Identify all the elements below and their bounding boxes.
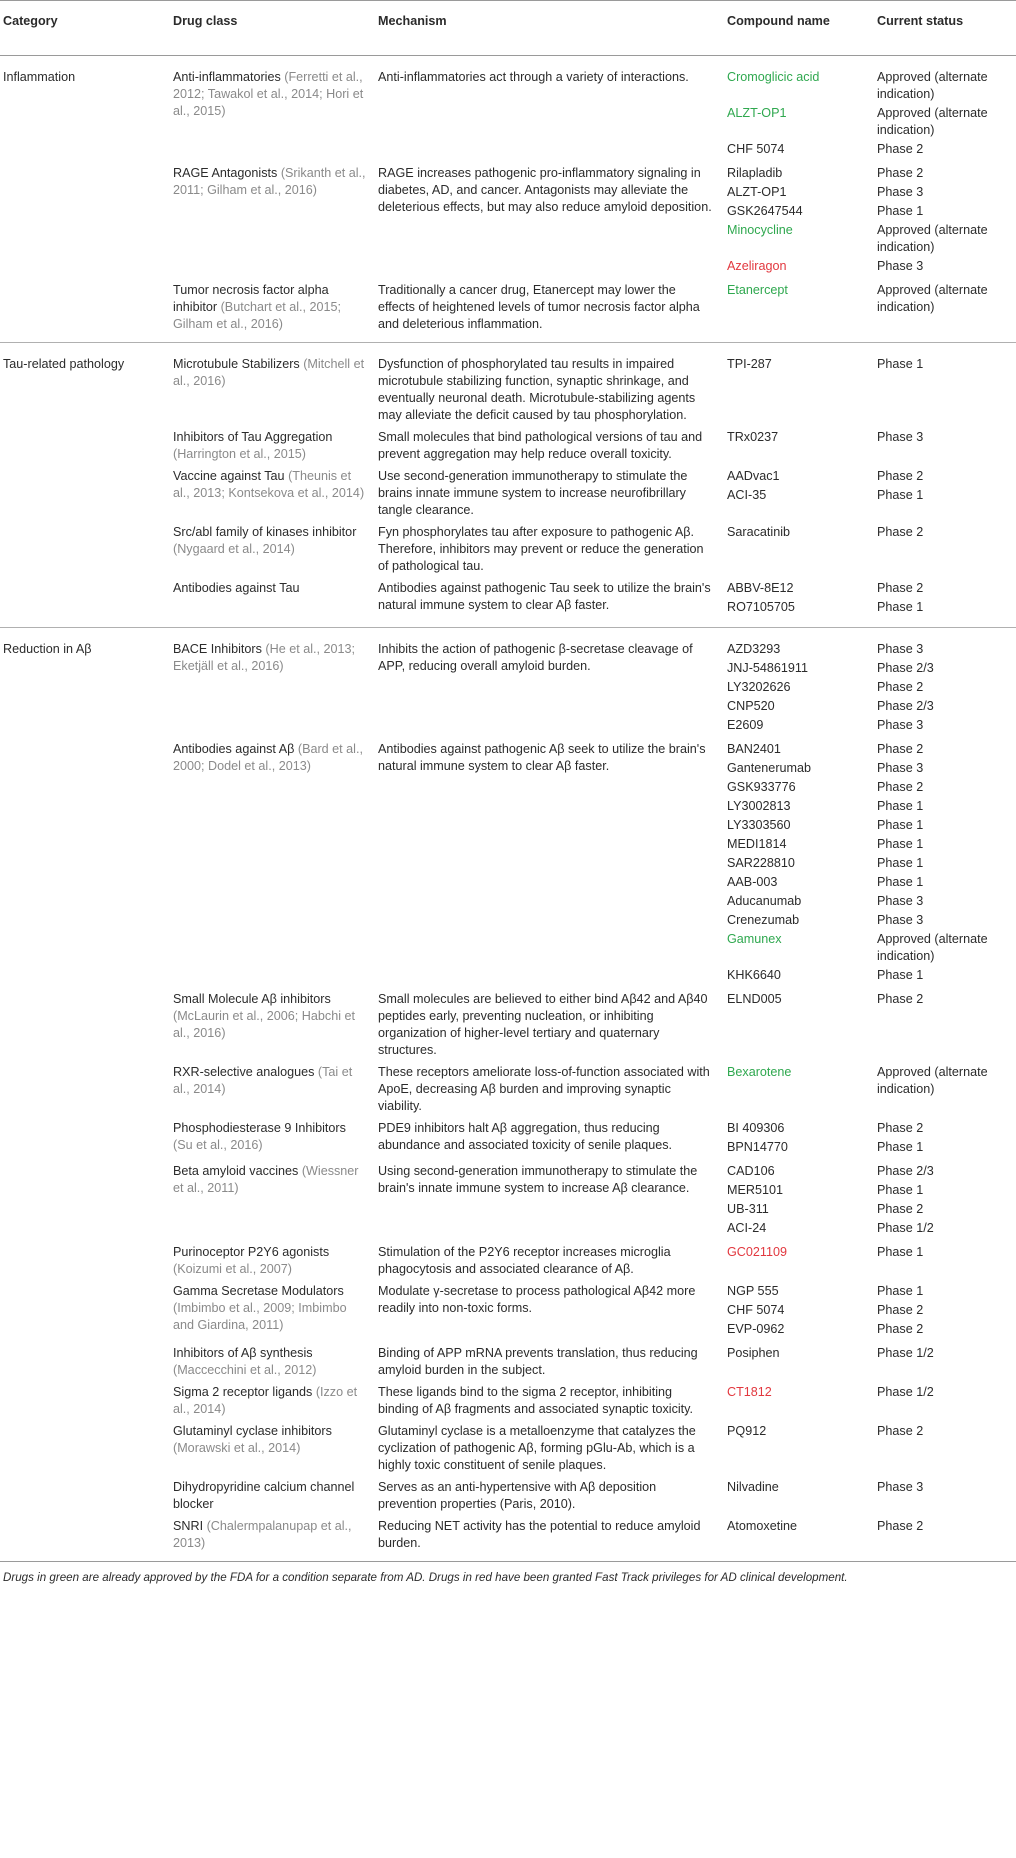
compound-status: Phase 2 — [877, 1322, 924, 1336]
compound-name: ALZT-OP1 — [727, 106, 787, 120]
compound-cell — [721, 1342, 871, 1381]
drug-class-name: RAGE Antagonists — [173, 166, 278, 180]
compound-status: Phase 1 — [877, 600, 924, 614]
citation-ref: (Nygaard et al., 2014) — [173, 542, 295, 556]
mechanism-cell: Dysfunction of phosphorylated tau results in impaired microtubule stabilizing function, synaptic shrinkage, and eventually neuronal death. Microtubule-stabilizing agents may alleviate the deficit caused by tau phosphorylation. — [378, 357, 696, 422]
compound-name: E2609 — [727, 718, 764, 732]
compound-status: Phase 2 — [877, 525, 924, 539]
drug-class-cell — [167, 1160, 372, 1241]
category-cell — [0, 1515, 167, 1562]
compound-status: Approved (alternate indication) — [877, 283, 988, 314]
table-row — [0, 628, 1016, 739]
compound-name: Cromoglicic acid — [727, 70, 820, 84]
mechanism-cell: Glutaminyl cyclase is a metalloenzyme that catalyzes the cyclization of pathogenic Aβ, forming pGlu-Ab, which is a highly toxic constituent of senile plaques. — [378, 1424, 696, 1472]
compound-cell — [721, 1117, 871, 1160]
compound-name: JNJ-54861911 — [727, 661, 808, 675]
compound-cell — [721, 1515, 871, 1562]
status-cell — [871, 343, 1016, 427]
status-cell — [871, 426, 1016, 465]
compound-status: Phase 2/3 — [877, 1164, 934, 1178]
status-cell — [871, 1381, 1016, 1420]
compound-status: Phase 3 — [877, 430, 924, 444]
compound-name: GC021109 — [727, 1245, 787, 1259]
status-cell — [871, 56, 1016, 163]
compound-cell — [721, 628, 871, 739]
compound-name: CNP520 — [727, 699, 775, 713]
status-cell — [871, 988, 1016, 1061]
compound-name: Posiphen — [727, 1346, 780, 1360]
mechanism-cell: Fyn phosphorylates tau after exposure to pathogenic Aβ. Therefore, inhibitors may prevent or reduce the generation of pathological tau. — [378, 525, 704, 573]
citation-ref: (Srikanth et al., 2011; Gilham et al., 2016) — [173, 166, 366, 197]
citation-ref: (Butchart et al., 2015; Gilham et al., 2016) — [173, 300, 342, 331]
compound-status: Phase 3 — [877, 259, 924, 273]
compound-name: Saracatinib — [727, 525, 791, 539]
drug-class-name: Anti-inflammatories — [173, 70, 281, 84]
compound-name: PQ912 — [727, 1424, 767, 1438]
drug-class-name: Beta amyloid vaccines — [173, 1164, 299, 1178]
compound-status: Approved (alternate indication) — [877, 106, 988, 137]
compound-status: Phase 3 — [877, 642, 924, 656]
mechanism-cell: Serves as an anti-hypertensive with Aβ deposition prevention properties (Paris, 2010). — [378, 1480, 657, 1511]
mechanism-cell: Modulate γ-secretase to process pathological Aβ42 more readily into non-toxic forms. — [378, 1284, 696, 1315]
drug-class-name: Antibodies against Aβ — [173, 742, 295, 756]
drug-class-name: Small Molecule Aβ inhibitors — [173, 992, 331, 1006]
compound-status: Phase 2 — [877, 742, 924, 756]
compound-name: AADvac1 — [727, 469, 780, 483]
drug-class-cell — [167, 1476, 372, 1515]
drug-class-name: BACE Inhibitors — [173, 642, 262, 656]
compound-cell — [721, 343, 871, 427]
compound-status: Phase 1/2 — [877, 1221, 934, 1235]
mechanism-cell: Inhibits the action of pathogenic β-secretase cleavage of APP, reducing overall amyloid burden. — [378, 642, 693, 673]
mechanism-cell: Small molecules are believed to either bind Aβ42 and Aβ40 peptides early, preventing nucleation, or inhibiting organization of higher-level tertiary and quaternary structures. — [378, 992, 708, 1057]
drug-class-cell — [167, 577, 372, 628]
drug-class-name: Antibodies against Tau — [173, 581, 300, 595]
compound-name: MEDI1814 — [727, 837, 787, 851]
table-row — [0, 279, 1016, 343]
mechanism-cell: These receptors ameliorate loss-of-function associated with ApoE, decreasing Aβ burden and improving synaptic viability. — [378, 1065, 710, 1113]
status-cell — [871, 1241, 1016, 1280]
citation-ref: (Chalermpalanupap et al., 2013) — [173, 1519, 352, 1550]
drug-class-name: Dihydropyridine calcium channel blocker — [173, 1480, 355, 1511]
compound-cell — [721, 577, 871, 628]
citation-ref: (Ferretti et al., 2012; Tawakol et al., 2014; Hori et al., 2015) — [173, 70, 364, 118]
table-body — [0, 56, 1016, 1562]
status-cell — [871, 1061, 1016, 1117]
header-mechanism: Mechanism — [372, 1, 721, 56]
compound-name: SAR228810 — [727, 856, 795, 870]
compound-cell — [721, 465, 871, 521]
citation-ref: (Mitchell et al., 2016) — [173, 357, 365, 388]
table-row — [0, 56, 1016, 163]
category-cell — [0, 1160, 167, 1241]
compound-status: Approved (alternate indication) — [877, 932, 988, 963]
table-row — [0, 1342, 1016, 1381]
category-cell — [0, 521, 167, 577]
citation-ref: (McLaurin et al., 2006; Habchi et al., 2016) — [173, 1009, 356, 1040]
status-cell — [871, 1420, 1016, 1476]
category-cell — [0, 738, 167, 988]
drug-class-name: Phosphodiesterase 9 Inhibitors — [173, 1121, 346, 1135]
drug-class-name: Glutaminyl cyclase inhibitors — [173, 1424, 332, 1438]
citation-ref: (Bard et al., 2000; Dodel et al., 2013) — [173, 742, 363, 773]
citation-ref: (Theunis et al., 2013; Kontsekova et al., 2014) — [173, 469, 365, 500]
table-row — [0, 162, 1016, 279]
compound-cell — [721, 1241, 871, 1280]
drug-class-cell — [167, 738, 372, 988]
table-header — [0, 1, 1016, 56]
compound-status: Phase 2 — [877, 1519, 924, 1533]
compound-name: ACI-35 — [727, 488, 767, 502]
compound-cell — [721, 988, 871, 1061]
citation-ref: (Morawski et al., 2014) — [173, 1441, 301, 1455]
compound-name: TRx0237 — [727, 430, 779, 444]
compound-name: CAD106 — [727, 1164, 775, 1178]
compound-status: Phase 1 — [877, 1140, 924, 1154]
status-cell — [871, 628, 1016, 739]
drug-class-cell — [167, 1515, 372, 1562]
status-cell — [871, 521, 1016, 577]
category-cell — [0, 577, 167, 628]
mechanism-cell: Reducing NET activity has the potential to reduce amyloid burden. — [372, 1515, 721, 1562]
category-cell — [0, 1476, 167, 1515]
compound-name: Crenezumab — [727, 913, 800, 927]
compound-cell — [721, 1061, 871, 1117]
status-cell — [871, 162, 1016, 279]
mechanism-cell: RAGE increases pathogenic pro-inflammatory signaling in diabetes, AD, and cancer. Antagonists may alleviate the deleterious effects, but may also reduce amyloid deposition. — [378, 166, 712, 214]
compound-status: Approved (alternate indication) — [877, 70, 988, 101]
compound-status: Phase 2 — [877, 1303, 924, 1317]
category-cell — [0, 1241, 167, 1280]
citation-ref: (Maccecchini et al., 2012) — [173, 1363, 317, 1377]
mechanism-cell: Traditionally a cancer drug, Etanercept may lower the effects of heightened levels of tumor necrosis factor alpha and deleterious inflammation. — [372, 279, 721, 343]
status-cell — [871, 279, 1016, 343]
drug-class-cell — [167, 1280, 372, 1342]
compound-status: Phase 3 — [877, 1480, 924, 1494]
drug-class-name: SNRI — [173, 1519, 204, 1533]
category-cell: Inflammation — [3, 70, 76, 84]
table-row — [0, 1420, 1016, 1476]
compound-status: Phase 2 — [877, 1202, 924, 1216]
drug-class-cell — [167, 1061, 372, 1117]
mechanism-cell: Using second-generation immunotherapy to stimulate the brain's innate immune system to increase Aβ clearance. — [378, 1164, 698, 1195]
compound-cell — [721, 1160, 871, 1241]
drug-class-cell — [167, 162, 372, 279]
compound-status: Phase 2 — [877, 1424, 924, 1438]
compound-status: Phase 2 — [877, 680, 924, 694]
citation-ref: (Su et al., 2016) — [173, 1138, 263, 1152]
compound-status: Phase 1 — [877, 799, 924, 813]
drug-class-name: Src/abl family of kinases inhibitor — [173, 525, 357, 539]
drug-class-name: Microtubule Stabilizers — [173, 357, 300, 371]
category-cell — [0, 465, 167, 521]
category-cell — [0, 1342, 167, 1381]
compound-name: CHF 5074 — [727, 142, 785, 156]
compound-status: Phase 1 — [877, 837, 924, 851]
compound-status: Phase 1/2 — [877, 1385, 934, 1399]
mechanism-cell: Antibodies against pathogenic Tau seek to utilize the brain's natural immune system to clear Aβ faster. — [372, 577, 721, 628]
compound-status: Phase 1 — [877, 818, 924, 832]
drug-class-name: RXR-selective analogues — [173, 1065, 315, 1079]
compound-name: Minocycline — [727, 223, 793, 237]
table-row — [0, 988, 1016, 1061]
compound-status: Phase 2 — [877, 992, 924, 1006]
compound-status: Phase 2 — [877, 142, 924, 156]
compound-name: UB-311 — [727, 1202, 769, 1216]
table-row — [0, 1381, 1016, 1420]
category-cell — [0, 162, 167, 279]
drug-class-cell — [167, 56, 372, 163]
mechanism-cell: These ligands bind to the sigma 2 receptor, inhibiting binding of Aβ fragments and associated synaptic toxicity. — [378, 1385, 694, 1416]
compound-status: Phase 1 — [877, 968, 924, 982]
table-row — [0, 1241, 1016, 1280]
compound-name: ELND005 — [727, 992, 782, 1006]
compound-name: Gamunex — [727, 932, 782, 946]
compound-cell — [721, 1280, 871, 1342]
drug-class-cell — [167, 1241, 372, 1280]
compound-status: Phase 2/3 — [877, 699, 934, 713]
citation-ref: (Imbimbo et al., 2009; Imbimbo and Giardina, 2011) — [173, 1301, 347, 1332]
compound-status: Phase 2/3 — [877, 661, 934, 675]
compound-name: RO7105705 — [727, 600, 795, 614]
table-row — [0, 577, 1016, 628]
mechanism-cell: Antibodies against pathogenic Aβ seek to utilize the brain's natural immune system to clear Aβ faster. — [378, 742, 706, 773]
compound-cell — [721, 1476, 871, 1515]
compound-name: MER5101 — [727, 1183, 784, 1197]
compound-status: Phase 1 — [877, 1284, 924, 1298]
compound-status: Phase 3 — [877, 185, 924, 199]
header-compound-name: Compound name — [721, 1, 871, 56]
compound-name: TPI-287 — [727, 357, 772, 371]
category-cell — [0, 279, 167, 343]
drug-class-cell — [167, 279, 372, 343]
table-row — [0, 738, 1016, 988]
drug-class-name: Sigma 2 receptor ligands — [173, 1385, 313, 1399]
table-row — [0, 465, 1016, 521]
category-cell: Tau-related pathology — [3, 357, 125, 371]
table-row — [0, 521, 1016, 577]
compound-cell — [721, 1420, 871, 1476]
header-drug-class: Drug class — [167, 1, 372, 56]
compound-status: Phase 3 — [877, 761, 924, 775]
compound-name: ALZT-OP1 — [727, 185, 787, 199]
compound-name: Rilapladib — [727, 166, 783, 180]
category-cell — [0, 1117, 167, 1160]
drug-class-cell — [167, 1117, 372, 1160]
compound-status: Phase 3 — [877, 718, 924, 732]
status-cell — [871, 1117, 1016, 1160]
compound-name: Bexarotene — [727, 1065, 792, 1079]
table-row — [0, 1061, 1016, 1117]
drug-class-name: Inhibitors of Tau Aggregation — [173, 430, 333, 444]
compound-cell — [721, 426, 871, 465]
drug-class-cell — [167, 465, 372, 521]
mechanism-cell: Binding of APP mRNA prevents translation, thus reducing amyloid burden in the subject. — [378, 1346, 698, 1377]
compound-name: NGP 555 — [727, 1284, 779, 1298]
status-cell — [871, 1515, 1016, 1562]
compound-name: ACI-24 — [727, 1221, 767, 1235]
citation-ref: (Koizumi et al., 2007) — [173, 1262, 292, 1276]
compound-cell — [721, 56, 871, 163]
table-row — [0, 343, 1016, 427]
compound-name: BAN2401 — [727, 742, 781, 756]
compound-name: CHF 5074 — [727, 1303, 785, 1317]
drug-class-cell — [167, 628, 372, 739]
compound-name: Azeliragon — [727, 259, 787, 273]
compound-status: Approved (alternate indication) — [877, 223, 988, 254]
compound-name: GSK933776 — [727, 780, 796, 794]
compound-status: Phase 2 — [877, 166, 924, 180]
compound-status: Phase 1 — [877, 488, 924, 502]
citation-ref: (Harrington et al., 2015) — [173, 447, 307, 461]
compound-name: EVP-0962 — [727, 1322, 785, 1336]
category-cell — [0, 1420, 167, 1476]
compound-name: CT1812 — [727, 1385, 772, 1399]
status-cell — [871, 738, 1016, 988]
drug-class-cell — [167, 426, 372, 465]
compound-status: Phase 1 — [877, 875, 924, 889]
compound-name: AZD3293 — [727, 642, 781, 656]
drug-class-cell — [167, 1342, 372, 1381]
compound-name: Etanercept — [727, 283, 788, 297]
compound-status: Phase 3 — [877, 894, 924, 908]
compound-name: ABBV-8E12 — [727, 581, 794, 595]
compound-status: Phase 3 — [877, 913, 924, 927]
mechanism-cell: Anti-inflammatories act through a variety of interactions. — [378, 70, 689, 84]
table-row — [0, 426, 1016, 465]
status-cell — [871, 465, 1016, 521]
table-row — [0, 1117, 1016, 1160]
citation-ref: (Izzo et al., 2014) — [173, 1385, 358, 1416]
status-cell — [871, 1280, 1016, 1342]
drug-class-cell — [167, 521, 372, 577]
compound-name: LY3002813 — [727, 799, 791, 813]
drug-class-cell — [167, 988, 372, 1061]
compound-status: Phase 1 — [877, 1245, 924, 1259]
drug-class-name: Tumor necrosis factor alpha inhibitor — [173, 283, 329, 314]
drug-class-name: Purinoceptor P2Y6 agonists — [173, 1245, 330, 1259]
compound-name: Atomoxetine — [727, 1519, 798, 1533]
drug-class-name: Vaccine against Tau — [173, 469, 285, 483]
header-current-status: Current status — [871, 1, 1016, 56]
compound-name: BPN14770 — [727, 1140, 788, 1154]
drug-class-name: Inhibitors of Aβ synthesis — [173, 1346, 313, 1360]
drug-class-cell — [167, 1381, 372, 1420]
category-cell — [0, 988, 167, 1061]
compound-name: Gantenerumab — [727, 761, 812, 775]
drug-class-cell — [167, 343, 372, 427]
drug-class-name: Gamma Secretase Modulators — [173, 1284, 344, 1298]
compound-status: Phase 2 — [877, 780, 924, 794]
compound-status: Approved (alternate indication) — [877, 1065, 988, 1096]
compound-status: Phase 1 — [877, 357, 924, 371]
compound-status: Phase 1 — [877, 856, 924, 870]
compound-status: Phase 2 — [877, 1121, 924, 1135]
compound-name: BI 409306 — [727, 1121, 785, 1135]
mechanism-cell: PDE9 inhibitors halt Aβ aggregation, thus reducing abundance and associated toxicity of senile plaques. — [378, 1121, 673, 1152]
compound-status: Phase 1/2 — [877, 1346, 934, 1360]
drug-class-cell — [167, 1420, 372, 1476]
category-cell — [0, 1280, 167, 1342]
citation-ref: (Wiessner et al., 2011) — [173, 1164, 359, 1195]
table-row — [0, 1160, 1016, 1241]
category-cell — [0, 1061, 167, 1117]
citation-ref: (He et al., 2013; Eketjäll et al., 2016) — [173, 642, 356, 673]
compound-cell — [721, 279, 871, 343]
compound-name: GSK2647544 — [727, 204, 803, 218]
compound-name: Aducanumab — [727, 894, 802, 908]
mechanism-cell: Use second-generation immunotherapy to stimulate the brains innate immune system to increase neurofibrillary tangle clearance. — [378, 469, 688, 517]
header-category: Category — [0, 1, 167, 56]
category-cell — [0, 426, 167, 465]
compound-status: Phase 2 — [877, 581, 924, 595]
table-footnote: Drugs in green are already approved by the FDA for a condition separate from AD. Drugs in red have been granted Fast Track privileges for AD clinical development. — [3, 1571, 848, 1584]
table-row — [0, 1476, 1016, 1515]
citation-ref: (Tai et al., 2014) — [173, 1065, 353, 1096]
category-cell — [0, 1381, 167, 1420]
status-cell — [871, 1160, 1016, 1241]
category-cell: Reduction in Aβ — [3, 642, 92, 656]
compound-name: AAB-003 — [727, 875, 778, 889]
compound-cell — [721, 1381, 871, 1420]
table-row — [0, 1515, 1016, 1562]
status-cell — [871, 1342, 1016, 1381]
compound-status: Phase 1 — [877, 1183, 924, 1197]
compound-name: LY3202626 — [727, 680, 791, 694]
mechanism-cell: Small molecules that bind pathological versions of tau and prevent aggregation may help reduce overall toxicity. — [378, 430, 703, 461]
mechanism-cell: Stimulation of the P2Y6 receptor increases microglia phagocytosis and associated clearance of Aβ. — [378, 1245, 671, 1276]
compound-cell — [721, 738, 871, 988]
status-cell — [871, 1476, 1016, 1515]
compound-status: Phase 2 — [877, 469, 924, 483]
compound-name: Nilvadine — [727, 1480, 779, 1494]
table-row — [0, 1280, 1016, 1342]
compound-name: LY3303560 — [727, 818, 791, 832]
compound-cell — [721, 162, 871, 279]
compound-name: KHK6640 — [727, 968, 781, 982]
status-cell — [871, 577, 1016, 628]
compound-status: Phase 1 — [877, 204, 924, 218]
compound-cell — [721, 521, 871, 577]
